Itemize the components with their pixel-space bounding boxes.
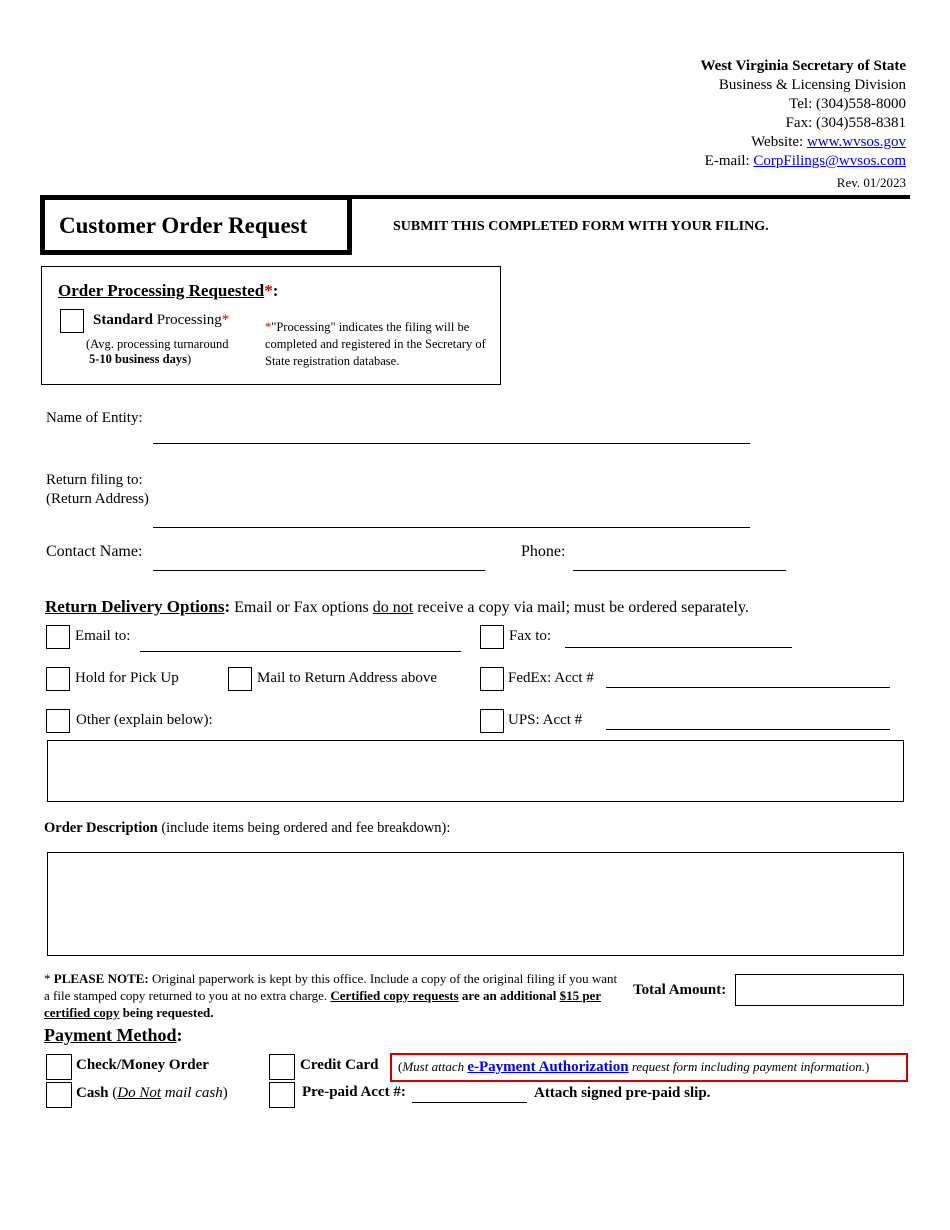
note-fee: $15 per certified copy [44,988,602,1020]
epay-open: ( [398,1059,403,1074]
processing-heading [58,281,278,301]
delivery-note-post: receive a copy via mail; must be ordered separately. [413,599,749,616]
fedex-checkbox[interactable] [480,667,504,691]
total-amount-field[interactable] [735,974,904,1006]
check-money-order-checkbox[interactable] [46,1054,72,1080]
website-link[interactable]: www.wvsos.gov [806,134,906,150]
cash-do-not: Do Not [117,1085,162,1101]
entity-name-field[interactable] [153,443,750,444]
mail-return-checkbox[interactable] [228,667,252,691]
payment-heading-text: Payment Method [44,1025,177,1045]
other-explanation-box[interactable] [47,740,904,802]
cash-bold: Cash [76,1085,109,1101]
header-rule [352,195,910,199]
agency-fax: Fax: (304)558-8381 [785,115,906,131]
return-address-field[interactable] [153,527,750,528]
please-note [44,970,624,1021]
prepaid-label: Pre-paid Acct #: [302,1084,406,1100]
epay-authorization-link[interactable]: e-Payment Authorization [467,1059,629,1075]
entity-name-label: Name of Entity: [46,410,143,426]
standard-asterisk: * [221,312,230,328]
contact-name-field[interactable] [153,570,485,571]
fax-label: Fax to: [509,628,552,644]
hold-pickup-label: Hold for Pick Up [75,670,179,686]
standard-processing-label [93,312,229,329]
cash-checkbox[interactable] [46,1082,72,1108]
delivery-heading-colon: : [224,597,231,616]
delivery-note-pre: Email or Fax options [230,599,373,616]
prepaid-slip-note: Attach signed pre-paid slip. [534,1085,711,1101]
turnaround-days: 5-10 business days [89,352,187,366]
total-amount-label: Total Amount: [633,982,727,998]
processing-definition [265,319,497,370]
delivery-heading [45,597,749,617]
order-description-label [44,820,450,837]
fedex-label: FedEx: Acct # [508,670,594,686]
turnaround-line-1: (Avg. processing turnaround [86,337,229,351]
processing-heading-colon: : [272,281,279,300]
agency-tel: Tel: (304)558-8000 [789,96,906,112]
other-label: Other (explain below): [76,712,213,728]
phone-label: Phone: [521,543,566,560]
hold-pickup-checkbox[interactable] [46,667,70,691]
payment-heading [44,1025,182,1046]
definition-asterisk: * [265,320,272,334]
form-title: Customer Order Request [59,213,308,238]
cash-rest: mail cash [161,1085,223,1101]
return-filing-line-1: Return filing to: [46,472,143,488]
definition-text: "Processing" indicates the filing will be completed and registered in the Secretary of State registration database. [265,320,486,368]
credit-card-label: Credit Card [300,1057,379,1073]
cash-paren-close: ) [222,1085,228,1101]
credit-card-checkbox[interactable] [269,1054,295,1080]
standard-bold: Standard [93,312,154,328]
ups-checkbox[interactable] [480,709,504,733]
payment-heading-colon: : [176,1025,183,1045]
fax-checkbox[interactable] [480,625,504,649]
cash-paren-open: ( [108,1085,118,1101]
check-money-order-label: Check/Money Order [76,1057,209,1073]
turnaround-note [86,337,228,367]
return-filing-line-2: (Return Address) [46,491,149,507]
agency-website-row [700,133,906,152]
required-asterisk: * [264,281,273,300]
note-star: * [44,971,54,986]
mail-return-label: Mail to Return Address above [257,670,437,686]
contact-name-label: Contact Name: [46,543,143,560]
email-checkbox[interactable] [46,625,70,649]
agency-division: Business & Licensing Division [718,77,906,93]
submit-notice: SUBMIT THIS COMPLETED FORM WITH YOUR FILING. [393,219,769,234]
order-description-box[interactable] [47,852,904,956]
standard-processing-checkbox[interactable] [60,309,84,333]
email-label: E-mail: [704,153,754,169]
note-heading: PLEASE NOTE: [53,971,149,986]
note-additional: are an additional [458,988,560,1003]
agency-name: West Virginia Secretary of State [700,58,906,74]
prepaid-account-field[interactable] [412,1102,527,1103]
fedex-account-field[interactable] [606,687,890,688]
epay-notice [390,1053,908,1082]
turnaround-line-2 [86,352,228,367]
turnaround-close: ) [186,352,192,366]
ups-account-field[interactable] [606,729,890,730]
note-certified: Certified copy requests [330,988,459,1003]
order-description-bold: Order Description [44,820,158,836]
email-field[interactable] [140,651,461,652]
order-description-rest: (include items being ordered and fee breakdown): [157,820,451,836]
epay-post: request form including payment information. [628,1059,865,1074]
processing-heading-text: Order Processing Requested [58,281,265,300]
note-end: being requested. [119,1005,214,1020]
fax-field[interactable] [565,647,792,648]
title-box [40,195,352,255]
phone-field[interactable] [573,570,786,571]
note-text: Original paperwork is kept by this office. Include a copy of the original filing if you want a file stamped copy returned to you at no extra charge. [44,971,618,1003]
return-filing-label [46,471,149,509]
ups-label: UPS: Acct # [508,712,583,728]
delivery-note-do-not: do not [372,599,414,616]
cash-label [76,1085,228,1102]
standard-rest: Processing [153,312,222,328]
email-label: Email to: [75,628,131,644]
revision-date: Rev. 01/2023 [836,175,906,190]
epay-close: ) [864,1059,870,1074]
other-checkbox[interactable] [46,709,70,733]
epay-pre: Must attach [402,1059,468,1074]
prepaid-checkbox[interactable] [269,1082,295,1108]
agency-contact-block [700,57,906,192]
website-label: Website: [751,134,807,150]
delivery-heading-text: Return Delivery Options [45,597,225,616]
agency-email-row [700,152,906,171]
email-link[interactable]: CorpFilings@wvsos.com [753,153,906,169]
